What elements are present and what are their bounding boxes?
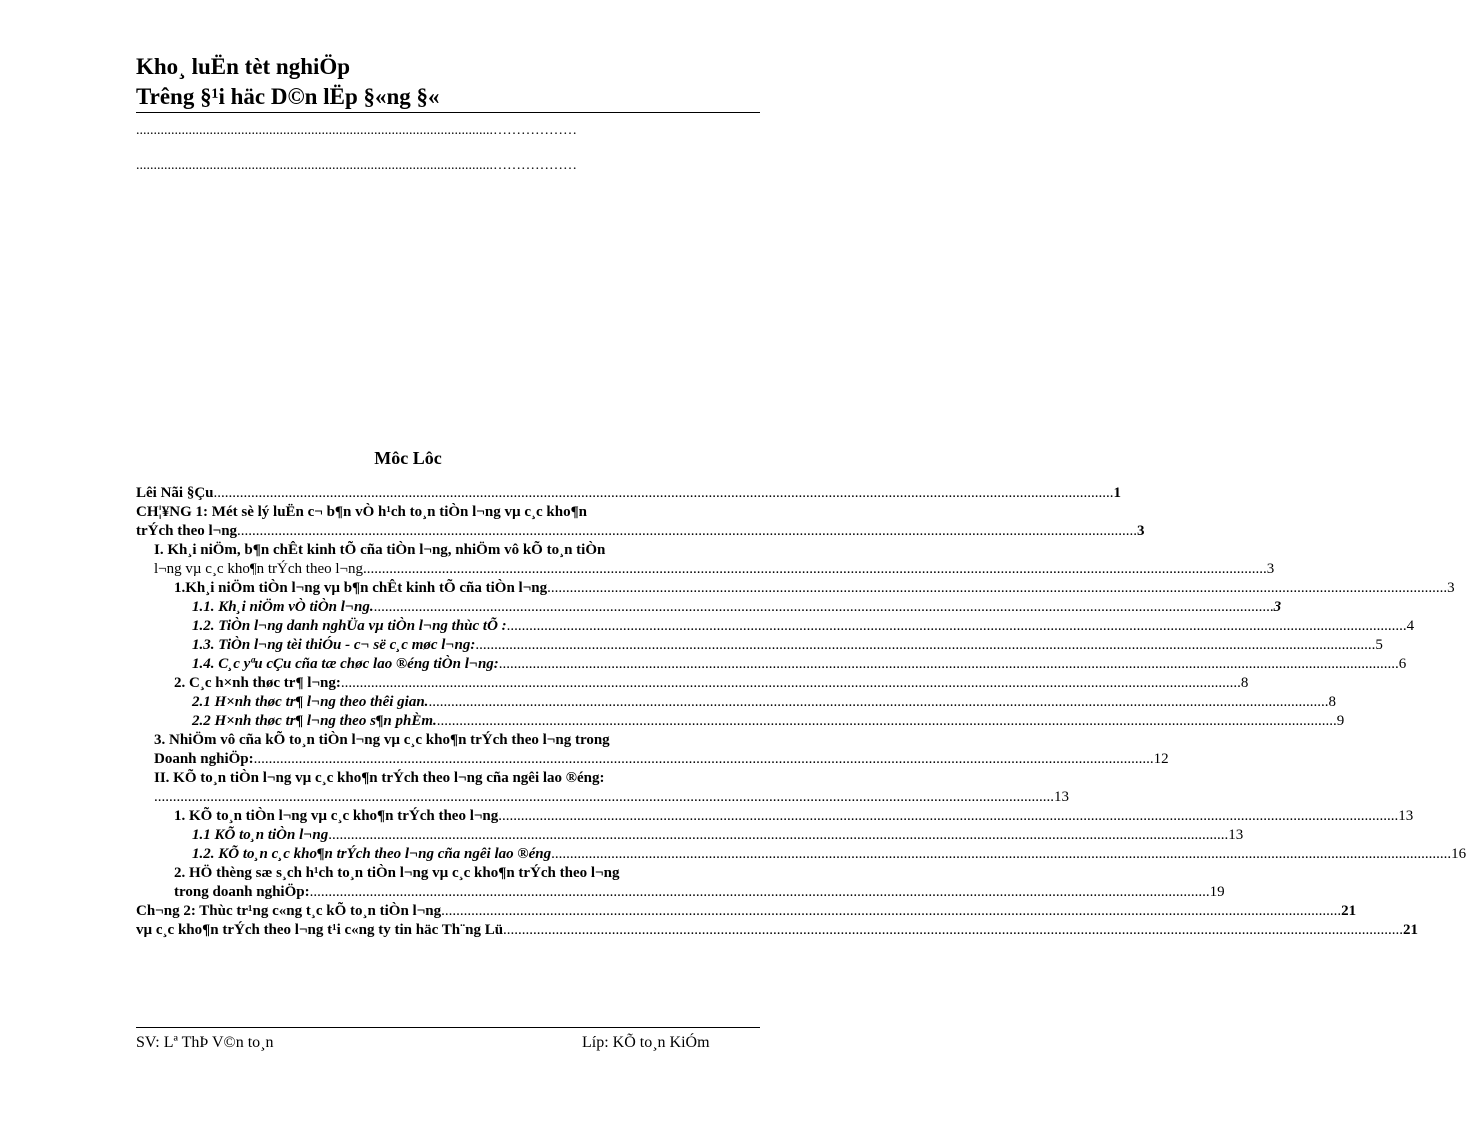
toc-page-number: 13: [1398, 808, 1414, 824]
toc-entry: [136, 712, 1345, 731]
toc-page-number: 13: [1054, 789, 1069, 805]
toc-entry: [136, 921, 1419, 940]
toc-page-number: 16: [1451, 846, 1466, 862]
toc-entry: [136, 826, 1244, 845]
toc-entry: [136, 902, 1357, 921]
toc-page-number: 4: [1406, 618, 1415, 634]
toc-entry: [136, 598, 1282, 617]
document-header: [136, 52, 760, 112]
toc-title: Môc Lôc: [374, 448, 442, 468]
toc-entry-text: I. Kh¸i niÖm, b¶n chÊt kinh tÕ cña tiÒn l¬ng, nhiÖm vô kÕ to¸n tiÒn: [154, 542, 606, 558]
toc-entry: [136, 655, 1407, 674]
footer-divider: [136, 1027, 760, 1028]
toc-entry-text: 1.2. KÕ to¸n c¸c kho¶n trÝch theo l¬ng cña ngêi lao ®éng: [192, 846, 552, 862]
toc-entry: [136, 769, 1069, 807]
header-title: Kho¸ luËn tèt nghiÖp: [136, 54, 351, 79]
toc-entry-text: 3. NhiÖm vô cña kÕ to¸n tiÒn l¬ng vµ c¸c kho¶n trÝch theo l¬ng trong: [154, 732, 610, 748]
toc-entry-text-cont: l¬ng vµ c¸c kho¶n trÝch theo l¬ng.: [154, 561, 367, 577]
toc-entry-text: 1.Kh¸i niÖm tiÒn l¬ng vµ b¶n chÊt kinh tÕ cña tiÒn l¬ng: [174, 580, 548, 596]
toc-entry-text: 2.1 H×nh thøc tr¶ l¬ng theo thêi gian.: [192, 694, 429, 710]
table-of-contents: [136, 484, 1466, 940]
toc-entry-text: 2. HÖ thèng sæ s¸ch h¹ch to¸n tiÒn l¬ng vµ c¸c kho¶n trÝch theo l¬ng: [174, 865, 620, 881]
toc-page-number: 12: [1153, 751, 1169, 767]
toc-entry-text: 1.1. Kh¸i niÖm vÒ tiÒn l¬ng.: [192, 599, 374, 615]
toc-page-number: 21: [1403, 922, 1419, 938]
toc-entry-text: 2. C¸c h×nh thøc tr¶ l¬ng:: [174, 675, 341, 691]
toc-entry: [136, 864, 1225, 902]
toc-page-number: 9: [1336, 713, 1345, 729]
toc-entry: [136, 674, 1249, 693]
toc-entry-text: 1.1 KÕ to¸n tiÒn l¬ng: [192, 827, 329, 843]
toc-entry: [136, 807, 1414, 826]
toc-page-number: 8: [1328, 694, 1336, 710]
toc-entry: [136, 579, 1455, 598]
toc-entry-text-cont: trÝch theo l¬ng: [136, 523, 238, 539]
toc-page-number: 19: [1209, 884, 1225, 900]
toc-entry-text: II. KÕ to¸n tiÒn l¬ng vµ c¸c kho¶n trÝch theo l¬ng cña ngêi lao ®éng:: [154, 770, 605, 786]
toc-page-number: 1: [1113, 485, 1122, 501]
header-school: Trêng §¹i häc D©n lËp §«ng §«: [136, 84, 440, 109]
toc-entry-text-cont: trong doanh nghiÖp:: [174, 884, 310, 900]
footer-class: Líp: KÕ to¸n KiÓm: [582, 1034, 710, 1051]
toc-entry: [136, 503, 1145, 541]
header-divider: [136, 112, 760, 113]
toc-page-number: 3: [1266, 561, 1275, 577]
toc-entry-text: 1.3. TiÒn l¬ng tèi thiÓu - c¬ së c¸c møc l¬ng:: [192, 637, 476, 653]
toc-entry: [136, 541, 1275, 579]
footer-student: SV: Lª ThÞ V©n to¸n: [136, 1034, 274, 1051]
toc-page-number: 3: [1137, 523, 1145, 539]
toc-entry-text: 1.4. C¸c yªu cÇu cña tæ chøc lao ®éng tiÒn l¬ng:: [192, 656, 499, 672]
toc-page-number: 6: [1398, 656, 1407, 672]
toc-entry-text: Lêi Nãi §Çu: [136, 485, 214, 501]
toc-entry: [136, 693, 1336, 712]
toc-entry-text: CH¦¥NG 1: Mét sè lý luËn c¬ b¶n vÒ h¹ch to¸n tiÒn l¬ng vµ c¸c kho¶n: [136, 504, 588, 520]
toc-entry: [136, 731, 1169, 769]
toc-entry-text-cont: Doanh nghiÖp:: [154, 751, 254, 767]
toc-page-number: 3: [1273, 599, 1282, 615]
dotted-line-1: ......................................................................................................………………: [136, 123, 577, 138]
toc-entry-text: vµ c¸c kho¶n trÝch theo l¬ng t¹i c«ng ty tin häc Th¨ng Lü: [136, 922, 504, 938]
toc-entry-text: 1. KÕ to¸n tiÒn l¬ng vµ c¸c kho¶n trÝch theo l¬ng: [174, 808, 499, 824]
toc-entry: [136, 845, 1466, 864]
toc-entry-text: Ch¬ng 2: Thùc tr¹ng c«ng t¸c kÕ to¸n tiÒn l¬ng: [136, 903, 442, 919]
toc-entry-text: 2.2 H×nh thøc tr¶ l¬ng theo s¶n phÈm.: [192, 713, 437, 729]
toc-entry: [136, 484, 1122, 503]
toc-entry-text: 1.2. TiÒn l¬ng danh nghÜa vµ tiÒn l¬ng thùc tÕ :: [192, 618, 507, 634]
toc-page-number: 21: [1341, 903, 1357, 919]
toc-page-number: 13: [1228, 827, 1244, 843]
dotted-line-2: ......................................................................................................………………: [136, 158, 577, 173]
toc-entry: [136, 617, 1415, 636]
toc-page-number: 5: [1375, 637, 1383, 653]
toc-entry: [136, 636, 1383, 655]
toc-page-number: 3: [1447, 580, 1455, 596]
toc-page-number: 8: [1240, 675, 1249, 691]
